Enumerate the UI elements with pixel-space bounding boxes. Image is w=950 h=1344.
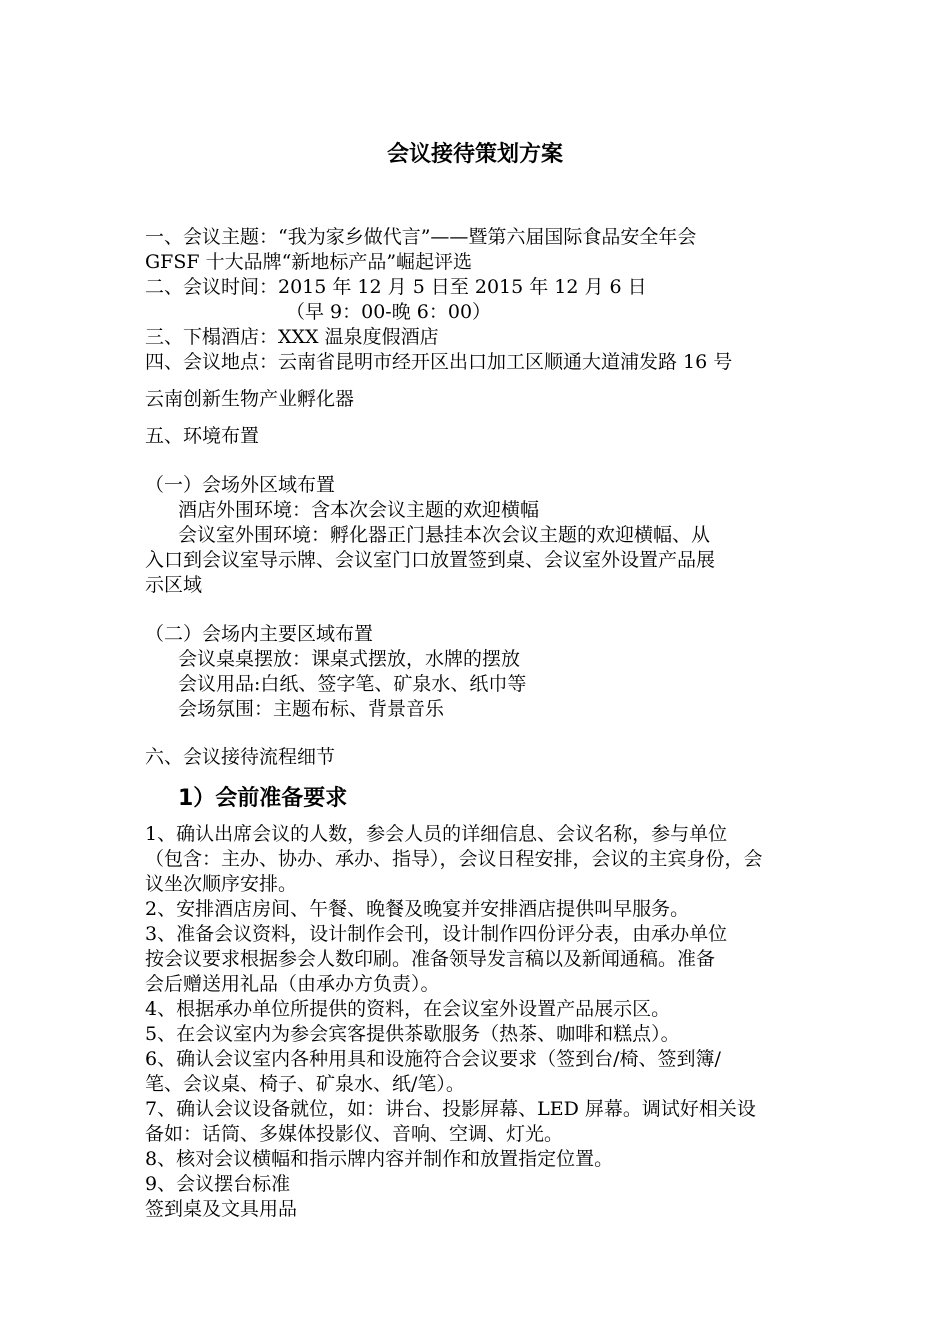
meeting-time-line-2: （早 9：00-晚 6：00） <box>286 301 492 323</box>
venue-line-2: 云南创新生物产业孵化器 <box>145 388 355 410</box>
inner-area-item-2: 会议用品:白纸、签字笔、矿泉水、纸巾等 <box>178 673 527 695</box>
prep-item-2: 2、安排酒店房间、午餐、晚餐及晚宴并安排酒店提供叫早服务。 <box>145 898 690 920</box>
prep-item-5: 5、在会议室内为参会宾客提供茶歇服务（热茶、咖啡和糕点）。 <box>145 1023 680 1045</box>
prep-item-4: 4、根据承办单位所提供的资料，在会议室外设置产品展示区。 <box>145 998 671 1020</box>
prep-item-1a: 1、确认出席会议的人数，参会人员的详细信息、会议名称，参与单位 <box>145 823 728 845</box>
prep-item-3a: 3、准备会议资料，设计制作会刊，设计制作四份评分表，由承办单位 <box>145 923 728 945</box>
prep-item-8: 8、核对会议横幅和指示牌内容并制作和放置指定位置。 <box>145 1148 614 1170</box>
prep-item-3b: 按会议要求根据参会人数印刷。准备领导发言稿以及新闻通稿。准备 <box>145 948 716 970</box>
venue-line-1: 四、会议地点：云南省昆明市经开区出口加工区顺通大道浦发路 16 号 <box>145 351 733 373</box>
outer-area-item-2a: 会议室外围环境：孵化器正门悬挂本次会议主题的欢迎横幅、从 <box>178 524 711 546</box>
inner-area-heading: （二）会场内主要区域布置 <box>145 623 374 645</box>
outer-area-item-1: 酒店外围环境：含本次会议主题的欢迎横幅 <box>178 499 540 521</box>
environment-heading: 五、环境布置 <box>145 425 260 447</box>
prep-item-6b: 笔、会议桌、椅子、矿泉水、纸/笔）。 <box>145 1073 465 1095</box>
inner-area-item-3: 会场氛围：主题布标、背景音乐 <box>178 698 445 720</box>
prep-item-6a: 6、确认会议室内各种用具和设施符合会议要求（签到台/椅、签到簿/ <box>145 1048 721 1070</box>
prep-item-10: 签到桌及文具用品 <box>145 1198 298 1220</box>
prep-item-1b: （包含：主办、协办、承办、指导），会议日程安排，会议的主宾身份，会 <box>145 848 763 870</box>
prep-item-7a: 7、确认会议设备就位，如：讲台、投影屏幕、LED 屏幕。调试好相关设 <box>145 1098 756 1120</box>
reception-flow-heading: 六、会议接待流程细节 <box>145 746 336 768</box>
outer-area-heading: （一）会场外区域布置 <box>145 474 336 496</box>
outer-area-item-2c: 示区域 <box>145 574 203 596</box>
prep-item-9: 9、会议摆台标准 <box>145 1173 291 1195</box>
pre-meeting-heading: 1）会前准备要求 <box>178 786 348 811</box>
outer-area-item-2b: 入口到会议室导示牌、会议室门口放置签到桌、会议室外设置产品展 <box>145 549 716 571</box>
prep-item-7b: 备如：话筒、多媒体投影仪、音响、空调、灯光。 <box>145 1123 564 1145</box>
prep-item-1c: 议坐次顺序安排。 <box>145 873 298 895</box>
inner-area-item-1: 会议桌桌摆放：课桌式摆放，水牌的摆放 <box>178 648 521 670</box>
meeting-time-line-1: 二、会议时间：2015 年 12 月 5 日至 2015 年 12 月 6 日 <box>145 276 647 298</box>
prep-item-3c: 会后赠送用礼品（由承办方负责）。 <box>145 973 440 995</box>
hotel-line: 三、下榻酒店：XXX 温泉度假酒店 <box>145 326 439 348</box>
document-title: 会议接待策划方案 <box>386 142 563 167</box>
meeting-theme-line-1: 一、会议主题：“我为家乡做代言”——暨第六届国际食品安全年会 <box>145 226 697 248</box>
meeting-theme-line-2: GFSF 十大品牌“新地标产品”崛起评选 <box>145 251 473 273</box>
